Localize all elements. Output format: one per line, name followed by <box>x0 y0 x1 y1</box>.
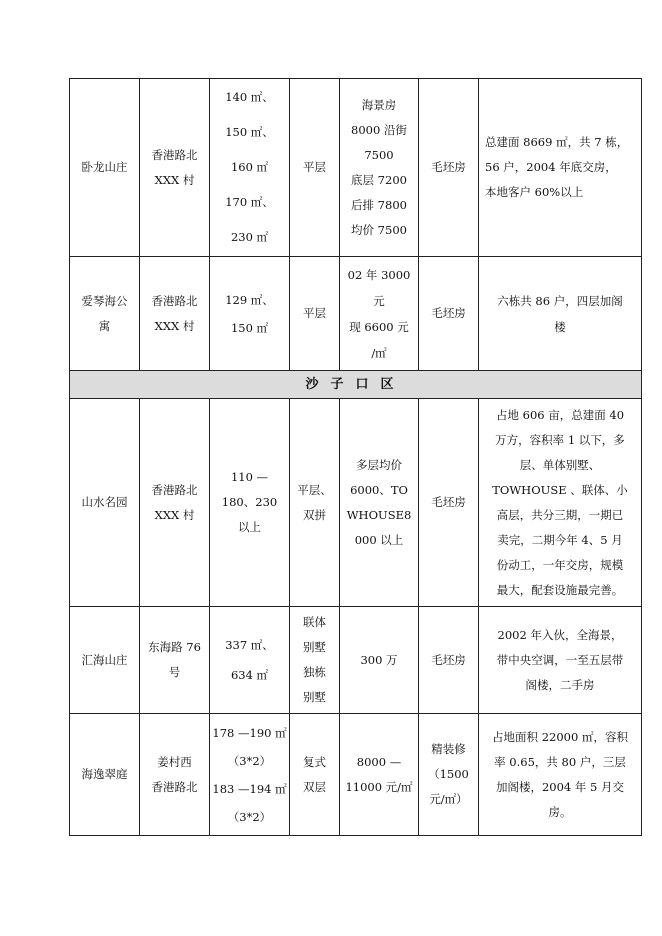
project-name: 海逸翠庭 <box>81 767 128 781</box>
address: 东海路 76 号 <box>148 640 201 679</box>
project-name: 汇海山庄 <box>81 652 128 667</box>
table-row <box>70 714 642 836</box>
finish-status: 毛坯房 <box>431 652 466 667</box>
unit-area: 110 — 180、230 以上 <box>221 470 278 534</box>
table-row <box>70 399 642 607</box>
notes: 六栋共 86 户，四层加阁 楼 <box>497 293 623 334</box>
layout-type: 平层 <box>303 160 326 174</box>
layout-type: 联体 别墅 独栋 别墅 <box>303 615 326 704</box>
notes: 占地 606 亩，总建面 40 万方，容积率 1 以下，多 层、单体别墅、 TOWHOUSE 、联体、小 高层，共分三期，一期已 卖完，二期今年 4、5 月 份动工，一年交房，规模 最大，配套设施最完善。 <box>492 407 628 597</box>
finish-status: 精装修 （1500 元/㎡） <box>428 742 469 806</box>
table-row <box>70 79 642 257</box>
address: 香港路北 XXX 村 <box>151 482 198 522</box>
finish-status: 毛坯房 <box>431 306 466 320</box>
unit-area: 140 ㎡、 150 ㎡、 160 ㎡ 170 ㎡、 230 ㎡ <box>225 90 274 244</box>
price: 300 万 <box>360 652 398 667</box>
address: 香港路北 XXX 村 <box>151 293 198 333</box>
notes: 占地面积 22000 ㎡，容积 率 0.65，共 80 户，三层 加阁楼，2004 年 5 月交 房。 <box>492 729 628 819</box>
unit-area: 178 —190 ㎡ （3*2） 183 —194 ㎡ （3*2） <box>212 725 287 824</box>
section-header-row <box>70 371 642 399</box>
address: 香港路北 XXX 村 <box>151 147 198 187</box>
layout-type: 平层 <box>303 306 326 320</box>
property-table <box>69 78 642 836</box>
project-name: 爱琴海公 寓 <box>81 293 128 333</box>
price: 海景房 8000 沿街 7500 底层 7200 后排 7800 均价 7500 <box>351 97 407 237</box>
section-title: 沙子口区 <box>305 377 406 392</box>
project-name: 卧龙山庄 <box>81 160 128 174</box>
address: 姜村西 香港路北 <box>151 754 198 794</box>
finish-status: 毛坯房 <box>431 495 466 509</box>
table-row <box>70 257 642 371</box>
project-name: 山水名园 <box>81 495 128 509</box>
notes: 2002 年入伙，全海景， 带中央空调，一至五层带 阁楼，二手房 <box>496 627 624 692</box>
finish-status: 毛坯房 <box>431 160 466 174</box>
unit-area: 129 ㎡、 150 ㎡ <box>225 292 274 335</box>
price: 8000 — 11000 元/㎡ <box>345 754 413 794</box>
table-row <box>70 607 642 714</box>
price: 02 年 3000 元 现 6600 元 /㎡ <box>347 267 411 360</box>
unit-area: 337 ㎡、 634 ㎡ <box>225 638 274 682</box>
layout-type: 复式 双层 <box>303 754 326 794</box>
layout-type: 平层、 双拼 <box>297 482 332 522</box>
notes: 总建面 8669 ㎡，共 7 栋， 56 户，2004 年底交房， 本地客户 60%以上 <box>485 135 629 199</box>
price: 多层均价 6000、TO WHOUSE8 000 以上 <box>346 457 412 547</box>
